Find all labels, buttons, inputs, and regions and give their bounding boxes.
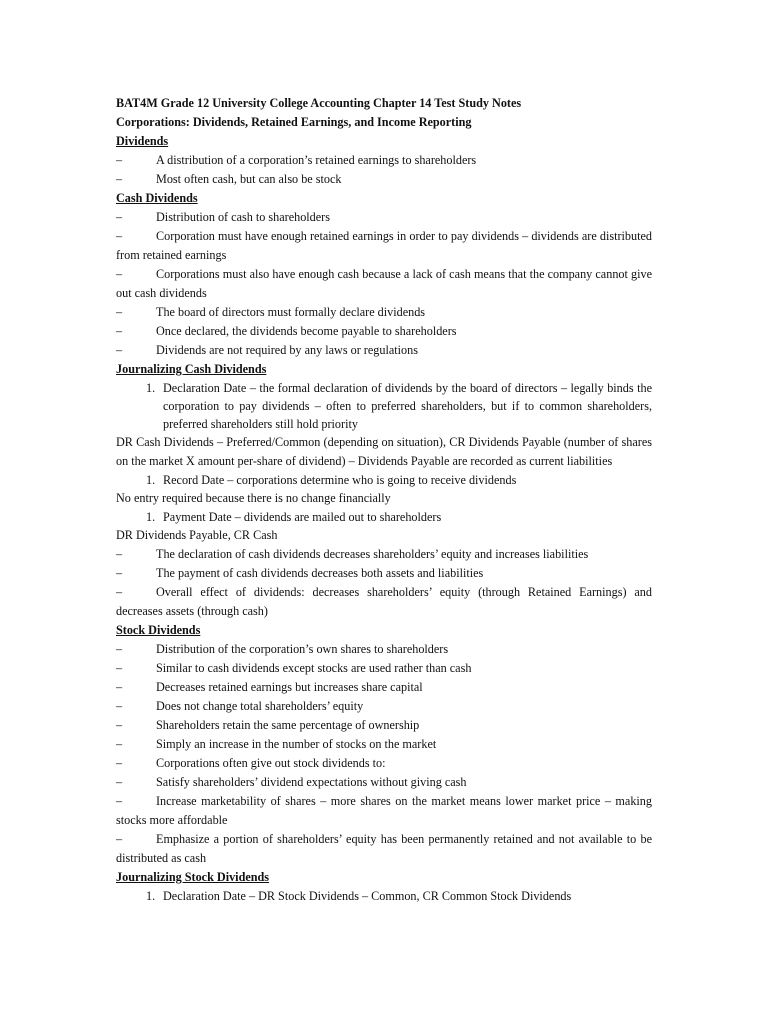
dash-marker: – <box>116 229 123 243</box>
numbered-item: 1. Record Date – corporations determine who is going to receive dividends <box>146 473 517 487</box>
dash-marker: – <box>116 585 123 599</box>
section-heading-journalizing-stock-dividends: Journalizing Stock Dividends <box>116 870 270 884</box>
dash-marker: – <box>116 153 123 167</box>
bullet-item: – Corporations often give out stock dividends to: <box>116 754 652 773</box>
dash-marker: – <box>116 172 123 186</box>
numbered-item: 1. Declaration Date – DR Stock Dividends – Common, CR Common Stock Dividends <box>146 889 572 903</box>
bullet-item: – Increase marketability of shares – more shares on the market means lower market price – making stocks more affordable <box>116 794 652 827</box>
dash-marker: – <box>116 756 123 770</box>
bullet-item: – Dividends are not required by any laws or regulations <box>116 341 652 360</box>
bullet-item: – Emphasize a portion of shareholders’ equity has been permanently retained and not available to be distributed as cash <box>116 832 652 865</box>
bullet-item: – The board of directors must formally declare dividends <box>116 303 652 322</box>
section-heading-journalizing-cash-dividends: Journalizing Cash Dividends <box>116 362 267 376</box>
journal-entry: DR Dividends Payable, CR Cash <box>116 528 278 542</box>
journal-entry: DR Cash Dividends – Preferred/Common (depending on situation), CR Dividends Payable (number of shares on the market X amount per-share of dividend) – Dividends Payable are recorded as current liabilities <box>116 435 652 468</box>
bullet-item: – Satisfy shareholders’ dividend expectations without giving cash <box>116 773 652 792</box>
dash-marker: – <box>116 642 123 656</box>
dash-marker: – <box>116 305 123 319</box>
bullet-item: – Distribution of the corporation’s own shares to shareholders <box>116 640 652 659</box>
bullet-item: – A distribution of a corporation’s retained earnings to shareholders <box>116 151 652 170</box>
bullet-item: – Overall effect of dividends: decreases shareholders’ equity (through Retained Earnings) and decreases assets (through cash) <box>116 585 652 618</box>
section-heading-cash-dividends: Cash Dividends <box>116 191 198 205</box>
bullet-item: – Shareholders retain the same percentage of ownership <box>116 716 652 735</box>
bullet-item: – The declaration of cash dividends decreases shareholders’ equity and increases liabilities <box>116 545 652 564</box>
dash-marker: – <box>116 343 123 357</box>
section-heading-stock-dividends: Stock Dividends <box>116 623 201 637</box>
bullet-item: – The payment of cash dividends decreases both assets and liabilities <box>116 564 652 583</box>
dash-marker: – <box>116 210 123 224</box>
document-subtitle: Corporations: Dividends, Retained Earnings, and Income Reporting <box>116 115 472 129</box>
dash-marker: – <box>116 737 123 751</box>
dash-marker: – <box>116 699 123 713</box>
bullet-item: – Corporations must also have enough cash because a lack of cash means that the company cannot give out cash dividends <box>116 267 652 300</box>
bullet-item: – Once declared, the dividends become payable to shareholders <box>116 322 652 341</box>
dash-marker: – <box>116 775 123 789</box>
dash-marker: – <box>116 661 123 675</box>
bullet-item: – Does not change total shareholders’ equity <box>116 697 652 716</box>
bullet-item: – Most often cash, but can also be stock <box>116 170 652 189</box>
bullet-item: – Corporation must have enough retained earnings in order to pay dividends – dividends are distributed from retained earnings <box>116 229 652 262</box>
dash-marker: – <box>116 566 123 580</box>
bullet-item: – Similar to cash dividends except stocks are used rather than cash <box>116 659 652 678</box>
numbered-item: 1. Payment Date – dividends are mailed out to shareholders <box>146 510 442 524</box>
dash-marker: – <box>116 680 123 694</box>
bullet-item: – Decreases retained earnings but increases share capital <box>116 678 652 697</box>
dash-marker: – <box>116 718 123 732</box>
document-title: BAT4M Grade 12 University College Accounting Chapter 14 Test Study Notes <box>116 96 522 110</box>
dash-marker: – <box>116 267 123 281</box>
section-heading-dividends: Dividends <box>116 134 169 148</box>
document-body <box>116 94 652 905</box>
numbered-item: 1. Declaration Date – the formal declaration of dividends by the board of directors – legally binds the corporation to pay dividends – often to preferred shareholders, but if to common shareholders, preferred shareholders still hold priority <box>146 381 652 431</box>
bullet-item: – Distribution of cash to shareholders <box>116 208 652 227</box>
dash-marker: – <box>116 794 123 808</box>
bullet-item: – Simply an increase in the number of stocks on the market <box>116 735 652 754</box>
dash-marker: – <box>116 324 123 338</box>
dash-marker: – <box>116 547 123 561</box>
journal-entry: No entry required because there is no change financially <box>116 491 391 505</box>
dash-marker: – <box>116 832 123 846</box>
